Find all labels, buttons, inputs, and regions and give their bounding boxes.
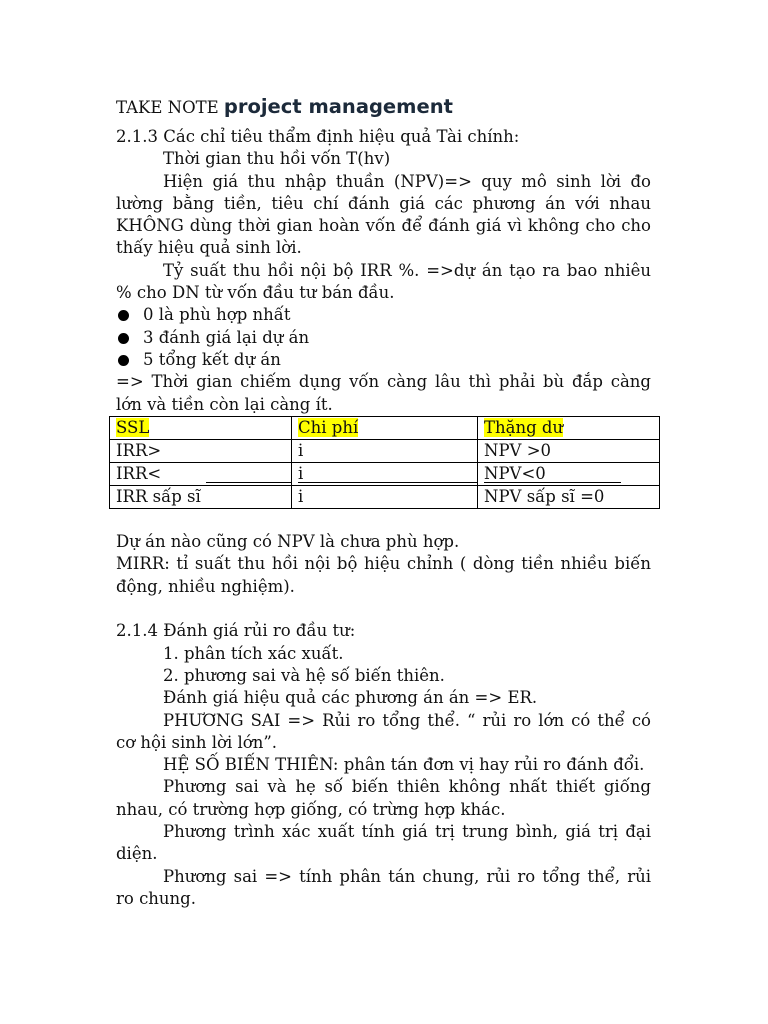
section-heading-2-1-3: 2.1.3 Các chỉ tiêu thẩm định hiệu quả Tài chính: xyxy=(116,127,520,146)
blank-line xyxy=(116,509,651,531)
table-header-cell xyxy=(292,416,478,439)
section-heading-2-1-4: 2.1.4 Đánh giá rủi ro đầu tư: xyxy=(116,621,356,641)
bullet-text: 3 đánh giá lại dự án xyxy=(143,327,310,347)
title-bold: project management xyxy=(223,95,453,118)
paragraph-conclusion: => Thời gian chiếm dụng vốn càng lâu thì phải bù đắp càng lớn và tiền còn lại càng ít. xyxy=(116,372,651,414)
paragraph-irr: Tỷ suất thu hồi nội bộ IRR %. =>dự án tạo ra bao nhiêu % cho DN từ vốn đầu tư bán đầu. xyxy=(116,260,651,303)
table-cell xyxy=(478,462,660,485)
table-header-row xyxy=(110,416,660,439)
blank-line xyxy=(116,598,651,620)
bullet-text: 0 là phù hợp nhất xyxy=(143,305,291,325)
table-cell: IRR sấp sĩ xyxy=(110,485,292,508)
bullet-dot-icon xyxy=(118,333,129,344)
table-row xyxy=(110,439,660,462)
paragraph-variance: 2. phương sai và hệ số biến thiên. xyxy=(163,665,445,685)
paragraph-mean: Phương trình xác xuất tính giá trị trung bình, giá trị đại diện. xyxy=(116,822,651,864)
table-cell xyxy=(110,462,292,485)
table-header-cell xyxy=(110,416,292,439)
bullet-item xyxy=(116,304,651,326)
document-page xyxy=(116,92,651,910)
paragraph-npv-note: Dự án nào cũng có NPV là chưa phù hợp. xyxy=(116,532,460,552)
paragraph-comparison: Phương sai và hẹ số biến thiên không nhất thiết giống nhau, có trường hợp giống, có trừng hợp khác. xyxy=(116,777,651,819)
cell-text: i xyxy=(298,463,304,483)
header-chi-phi: Chi phí xyxy=(298,417,359,437)
underline-rule xyxy=(484,482,621,483)
cell-text: NPV<0 xyxy=(484,463,546,483)
bullet-dot-icon xyxy=(118,355,129,366)
paragraph-variance-risk: PHƯƠNG SAI => Rủi ro tổng thể. “ rủi ro lớn có thể có cơ hội sinh lời lớn”. xyxy=(116,710,651,752)
table-header-cell xyxy=(478,416,660,439)
bullet-item xyxy=(116,327,651,349)
paragraph-mirr: MIRR: tỉ suất thu hồi nội bộ hiệu chỉnh ( dòng tiền nhiều biến động, nhiều nghiệm). xyxy=(116,554,651,596)
table-row xyxy=(110,485,660,508)
paragraph-dispersion: Phương sai => tính phân tán chung, rủi ro tổng thể, rủi ro chung. xyxy=(116,866,651,908)
paragraph-coefficient: HỆ SỐ BIẾN THIÊN: phân tán đơn vị hay rủi ro đánh đổi. xyxy=(163,755,645,775)
table-row xyxy=(110,462,660,485)
table-cell: NPV >0 xyxy=(478,439,660,462)
cell-text: NPV sấp sĩ =0 xyxy=(484,486,605,506)
table-cell: i xyxy=(292,485,478,508)
bullet-item xyxy=(116,349,651,371)
header-ssl: SSL xyxy=(116,417,150,437)
underline-rule xyxy=(206,482,291,483)
paragraph-probability: 1. phân tích xác xuất. xyxy=(163,643,344,663)
table-cell xyxy=(478,485,660,508)
bullet-dot-icon xyxy=(118,310,129,321)
document-title xyxy=(116,92,651,122)
irr-npv-table xyxy=(109,416,660,509)
header-thang-du: Thặng dư xyxy=(484,417,564,437)
underline-rule xyxy=(598,485,654,486)
bullet-text: 5 tổng kết dự án xyxy=(143,349,281,369)
underline-rule xyxy=(298,482,477,483)
table-cell: IRR> xyxy=(110,439,292,462)
paragraph-payback-period: Thời gian thu hồi vốn T(hv) xyxy=(163,149,391,169)
table-cell xyxy=(292,462,478,485)
cell-text: IRR< xyxy=(116,463,162,483)
paragraph-npv: Hiện giá thu nhập thuần (NPV)=> quy mô sinh lời đo lường bằng tiền, tiêu chí đánh giá các phương án với nhau KHÔNG dùng thời gian hoàn vốn để đánh giá vì không cho cho thấy hiệu quả sinh lời. xyxy=(116,171,651,258)
paragraph-er: Đánh giá hiệu quả các phương án án => ER. xyxy=(163,688,538,708)
title-normal: TAKE NOTE xyxy=(116,98,224,117)
table-cell: i xyxy=(292,439,478,462)
